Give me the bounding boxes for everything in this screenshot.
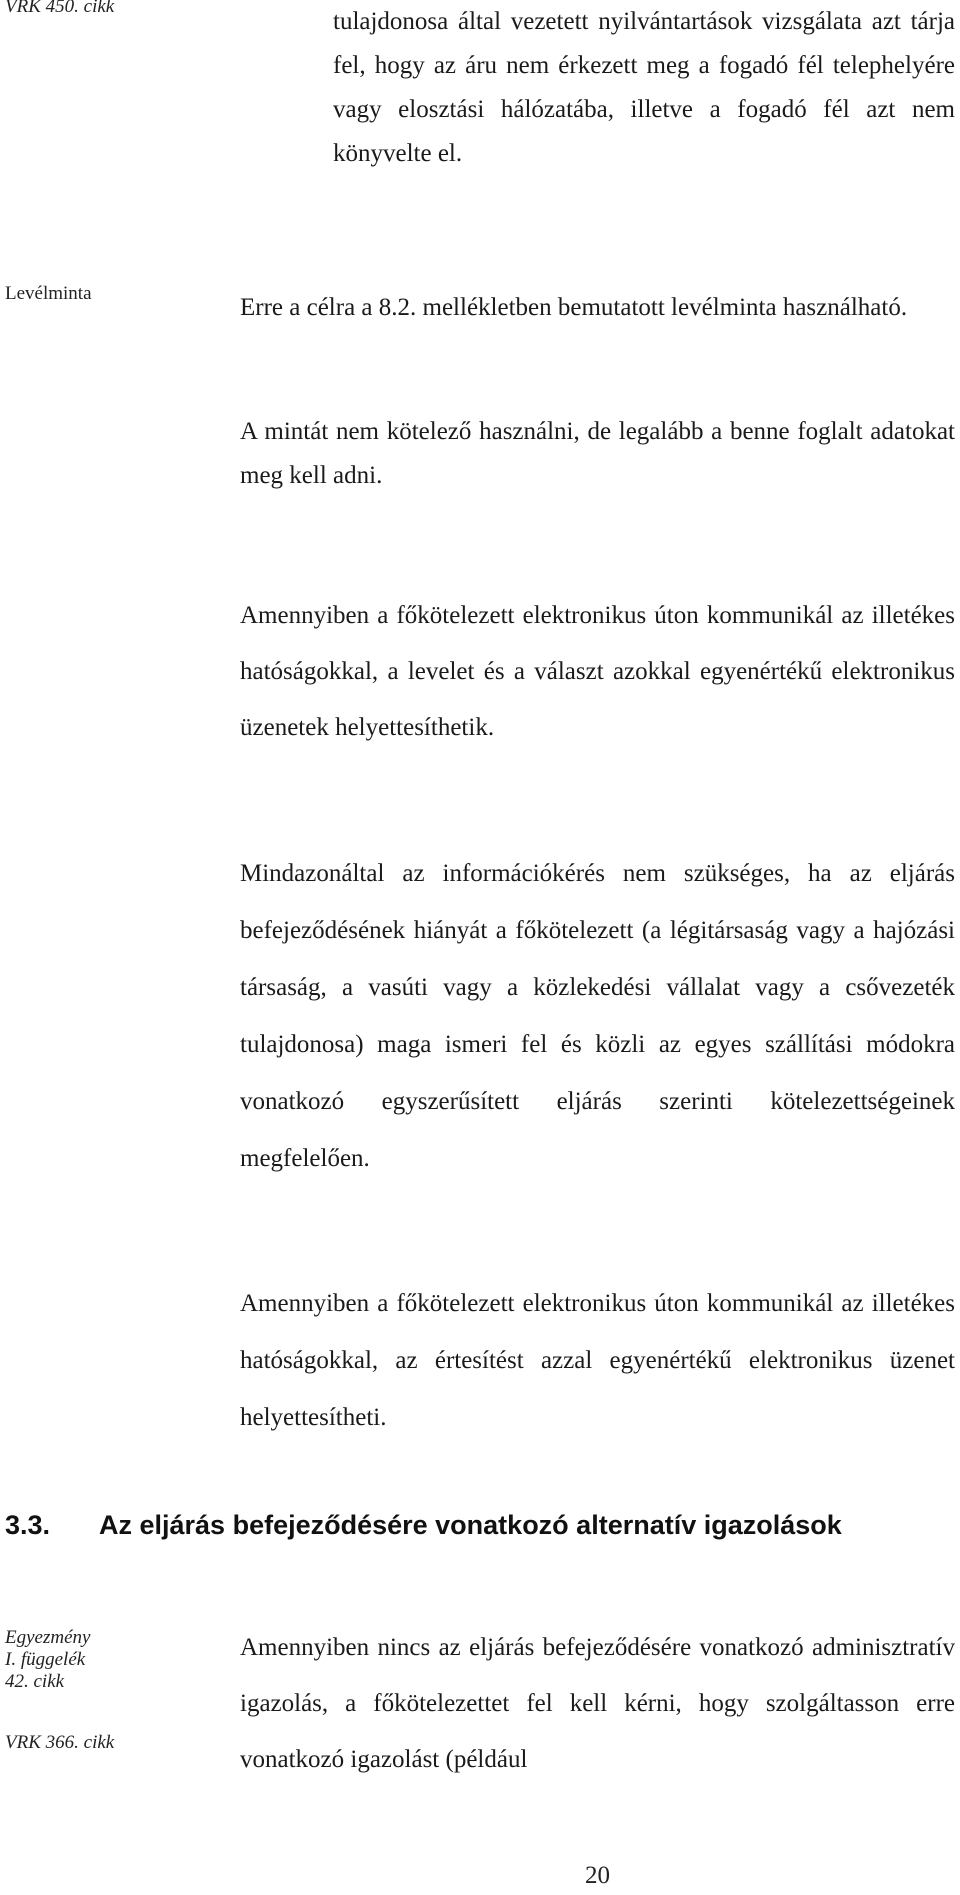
paragraph-text: Amennyiben a főkötelezett elektronikus úton kommunikál az illetékes hatóságokkal, a levelet és a választ azokkal egyenértékű elektronikus üzenetek helyettesíthetik. bbox=[240, 602, 955, 741]
section-number: 3.3. bbox=[5, 1510, 51, 1540]
margin-ref-line: Egyezmény bbox=[5, 1627, 91, 1648]
paragraph-text: Mindazonáltal az információkérés nem szükséges, ha az eljárás befejeződésének hiányát a főkötelezett (a légitársaság vagy a hajózási társaság, a vasúti vagy a közlekedési vállalat vagy a csővezeték tulajdonosa) maga ismeri fel és közli az egyes szállítási módokra vonatkozó egyszerűsített eljárás szerinti kötelezettségeinek megfelelően. bbox=[240, 860, 955, 1172]
page-number: 20 bbox=[585, 1862, 610, 1889]
paragraph-levelminta-usage bbox=[240, 286, 955, 330]
section-heading bbox=[5, 1505, 842, 1545]
paragraph-text: A mintát nem kötelező használni, de legalább a benne foglalt adatokat meg kell adni. bbox=[240, 418, 955, 489]
margin-ref-vrk-450: VRK 450. cikk bbox=[5, 0, 115, 17]
margin-ref-vrk-366: VRK 366. cikk bbox=[5, 1732, 115, 1753]
paragraph-text: Amennyiben nincs az eljárás befejeződésére vonatkozó adminisztratív igazolás, a főkötelezettet fel kell kérni, hogy szolgáltasson erre vonatkozó igazolást (például bbox=[240, 1634, 955, 1773]
margin-ref-line: 42. cikk bbox=[5, 1671, 65, 1692]
paragraph-electronic-notice bbox=[240, 1275, 955, 1446]
paragraph-alternative-proof bbox=[240, 1620, 955, 1788]
paragraph-nevertheless bbox=[240, 845, 955, 1187]
paragraph-levelminta-optional bbox=[240, 410, 955, 498]
paragraph-text: tulajdonosa által vezetett nyilvántartások vizsgálata azt tárja fel, hogy az áru nem érkezett meg a fogadó fél telephelyére vagy elosztási hálózatába, illetve a fogadó fél azt nem könyvelte el. bbox=[333, 8, 955, 167]
paragraph-text: Erre a célra a 8.2. mellékletben bemutatott levélminta használható. bbox=[240, 294, 908, 321]
paragraph-electronic-letter bbox=[240, 588, 955, 756]
section-title: Az eljárás befejeződésére vonatkozó alternatív igazolások bbox=[99, 1510, 842, 1540]
paragraph-continuation bbox=[333, 0, 955, 176]
margin-ref-egyezmeny bbox=[5, 1627, 90, 1693]
margin-label-levelminta: Levélminta bbox=[5, 283, 92, 304]
paragraph-text: Amennyiben a főkötelezett elektronikus úton kommunikál az illetékes hatóságokkal, az értesítést azzal egyenértékű elektronikus üzenet helyettesítheti. bbox=[240, 1290, 955, 1431]
margin-ref-line: I. függelék bbox=[5, 1649, 86, 1670]
